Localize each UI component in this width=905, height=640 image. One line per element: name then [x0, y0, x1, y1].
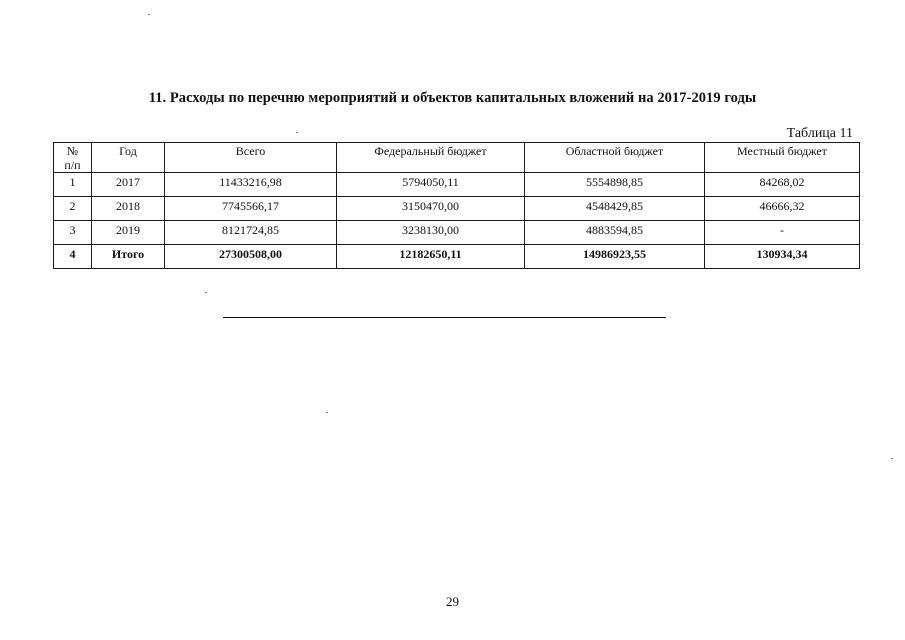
- cell-num: 2: [54, 197, 92, 221]
- header-total: Всего: [165, 143, 337, 173]
- cell-local: 84268,02: [705, 173, 860, 197]
- table-row: [54, 197, 860, 221]
- cell-regional: 5554898,85: [525, 173, 705, 197]
- scan-speck: [296, 132, 298, 133]
- page-title: 11. Расходы по перечню мероприятий и объектов капитальных вложений на 2017-2019 годы: [148, 90, 757, 106]
- cell-num: 1: [54, 173, 92, 197]
- table-caption: Таблица 11: [786, 126, 853, 141]
- cell-year: Итого: [92, 245, 165, 269]
- header-num: [54, 143, 92, 173]
- scan-speck: [205, 292, 207, 293]
- header-num-symbol: №: [66, 144, 79, 158]
- cell-num: 3: [54, 221, 92, 245]
- cell-total: 27300508,00: [165, 245, 337, 269]
- scan-speck: [891, 458, 893, 459]
- table-row: [54, 173, 860, 197]
- expenses-table: [53, 142, 860, 269]
- cell-federal: 5794050,11: [337, 173, 525, 197]
- scan-speck: [326, 412, 328, 413]
- cell-year: 2018: [92, 197, 165, 221]
- section-divider: [223, 317, 666, 318]
- cell-regional: 4883594,85: [525, 221, 705, 245]
- header-num-abbr: п/п: [64, 158, 81, 172]
- header-regional: Областной бюджет: [525, 143, 705, 173]
- cell-federal: 12182650,11: [337, 245, 525, 269]
- cell-local: 130934,34: [705, 245, 860, 269]
- cell-total: 11433216,98: [165, 173, 337, 197]
- cell-num: 4: [54, 245, 92, 269]
- table-header-row: [54, 143, 860, 173]
- cell-local: -: [705, 221, 860, 245]
- cell-year: 2019: [92, 221, 165, 245]
- cell-total: 7745566,17: [165, 197, 337, 221]
- header-federal: Федеральный бюджет: [337, 143, 525, 173]
- header-local: Местный бюджет: [705, 143, 860, 173]
- cell-year: 2017: [92, 173, 165, 197]
- cell-local: 46666,32: [705, 197, 860, 221]
- cell-federal: 3150470,00: [337, 197, 525, 221]
- cell-regional: 4548429,85: [525, 197, 705, 221]
- cell-total: 8121724,85: [165, 221, 337, 245]
- table-total-row: [54, 245, 860, 269]
- cell-regional: 14986923,55: [525, 245, 705, 269]
- header-year: Год: [92, 143, 165, 173]
- scan-speck: [148, 14, 150, 15]
- page-number: 29: [446, 594, 459, 609]
- cell-federal: 3238130,00: [337, 221, 525, 245]
- table-row: [54, 221, 860, 245]
